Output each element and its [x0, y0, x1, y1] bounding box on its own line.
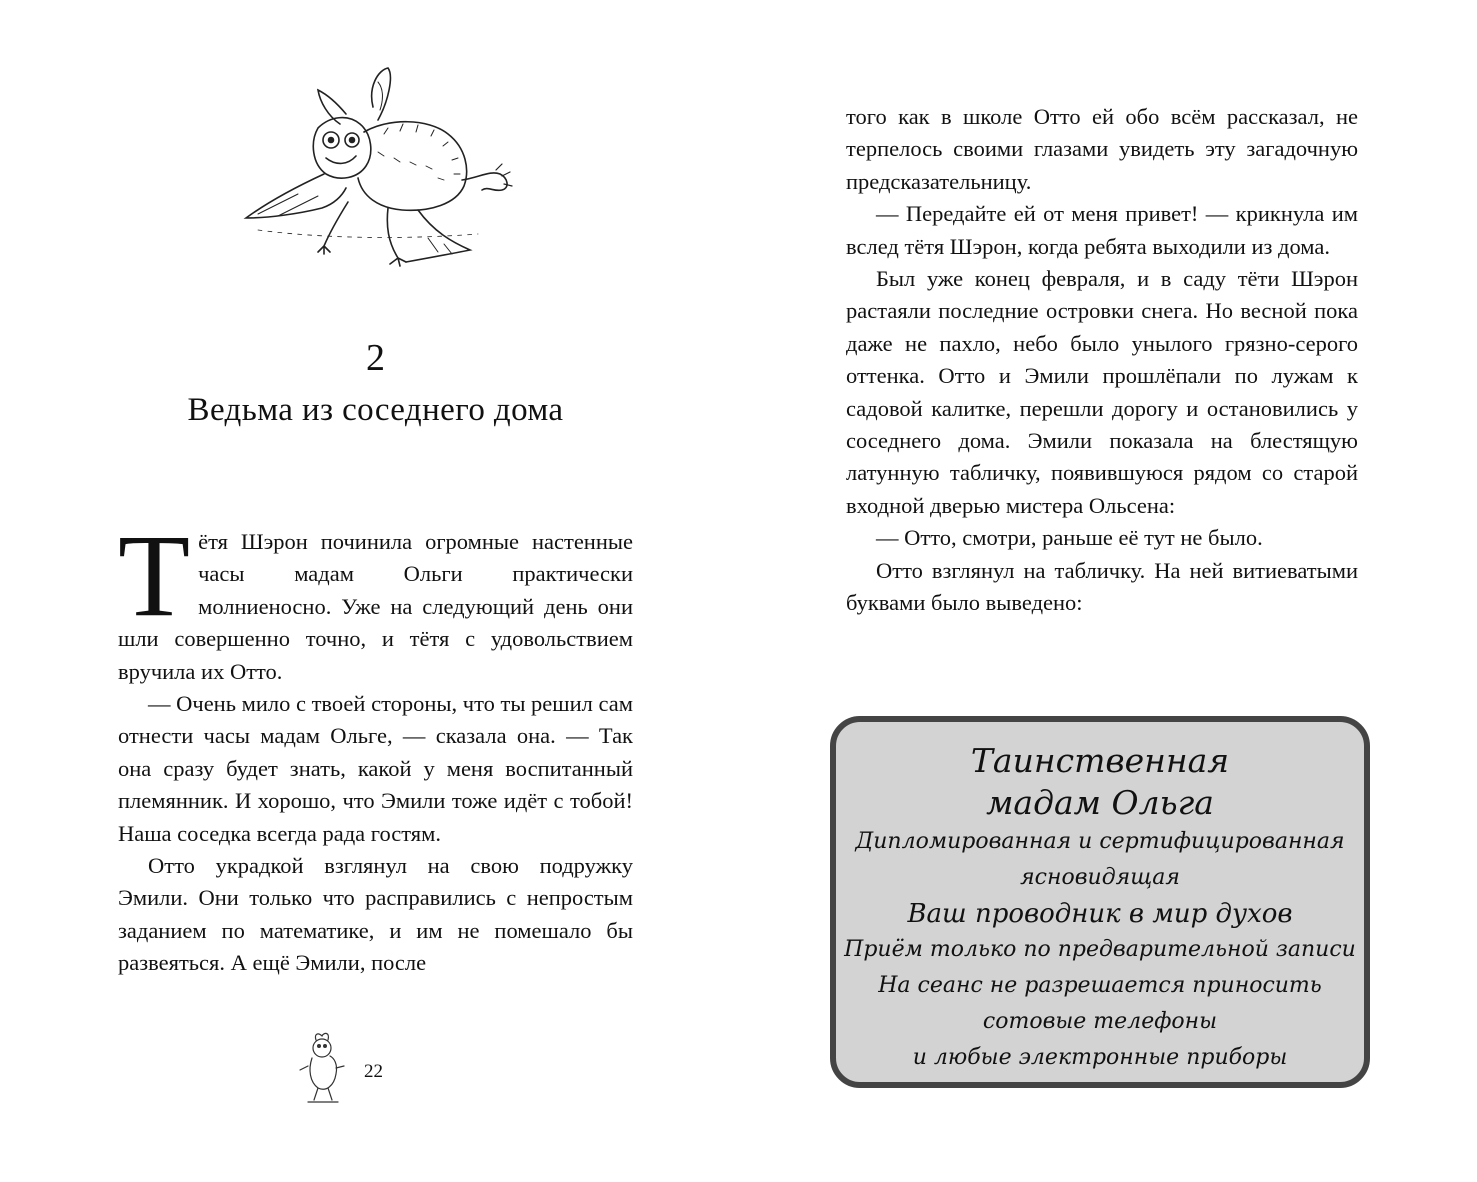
paragraph: — Отто, смотри, раньше её тут не было.: [876, 525, 1263, 551]
bat-creature-illustration: [238, 62, 528, 290]
small-creature-icon: [296, 1030, 348, 1108]
paragraph: Был уже конец февраля, и в саду тёти Шэрон растаяли последние островки снега. Но весной пока даже не пахло, небо было унылого грязно-серого оттенка. Отто и Эмили прошлёпали по лужам к садовой калитке, перешли дорогу и остановились у соседнего дома. Эмили показала на блестящую латунную табличку, появившуюся рядом со старой входной дверью мистера Ольсена:: [846, 266, 1358, 518]
paragraph: того как в школе Отто ей обо всём рассказал, не терпелось своими глазами увидеть эту загадочную предсказательницу.: [846, 104, 1358, 194]
right-page: [738, 0, 1477, 1182]
sign-title-line1: Таинственная: [970, 741, 1230, 780]
drop-cap: Т: [118, 510, 191, 641]
paragraph: — Очень мило с твоей стороны, что ты решил сам отнести часы мадам Ольге, — сказала она. — Так она сразу будет знать, какой у меня воспитанный племянник. И хорошо, что Эмили тоже идёт с тобой! Наша соседка всегда рада гостям.: [118, 691, 634, 846]
brass-sign: [830, 716, 1370, 1088]
paragraph: Отто украдкой взглянул на свою подружку Эмили. Они только что расправились с непростым заданием по математике, и им не помешало бы развеяться. А ещё Эмили, после: [118, 853, 633, 976]
left-page-text: [118, 510, 634, 980]
paragraph: — Передайте ей от меня привет! — крикнула им вслед тётя Шэрон, когда ребята выходили из дома.: [846, 201, 1358, 259]
paragraph: Отто взглянул на табличку. На ней витиеватыми буквами было выведено:: [846, 557, 1358, 616]
right-page-text: [846, 101, 1358, 620]
chapter-title: Ведьма из соседнего дома: [187, 392, 564, 428]
sign-note: Приём только по предварительной записи: [844, 937, 1356, 962]
page-footer: [296, 1030, 416, 1110]
sign-subtitle-line1: Дипломированная и сертифицированная: [855, 829, 1345, 854]
sign-note: сотовые телефоны: [982, 1009, 1218, 1034]
left-page: [0, 0, 738, 1182]
paragraph: [118, 510, 633, 688]
sign-title-line2: мадам Ольга: [986, 783, 1214, 822]
sign-subtitle-line2: ясновидящая: [1020, 865, 1180, 890]
page-number: 22: [364, 1061, 383, 1082]
chapter-number: 2: [366, 337, 385, 379]
paragraph-text: ётя Шэрон починила огромные настенные часы мадам Ольги практически молниеносно. Уже на следующий день они шли совершенно точно, и тётя с удовольствием вручила их Отто.: [118, 529, 633, 684]
sign-slogan: Ваш проводник в мир духов: [907, 899, 1293, 929]
sign-note: и любые электронные приборы: [912, 1045, 1288, 1070]
sign-note: На сеанс не разрешается приносить: [878, 973, 1322, 998]
